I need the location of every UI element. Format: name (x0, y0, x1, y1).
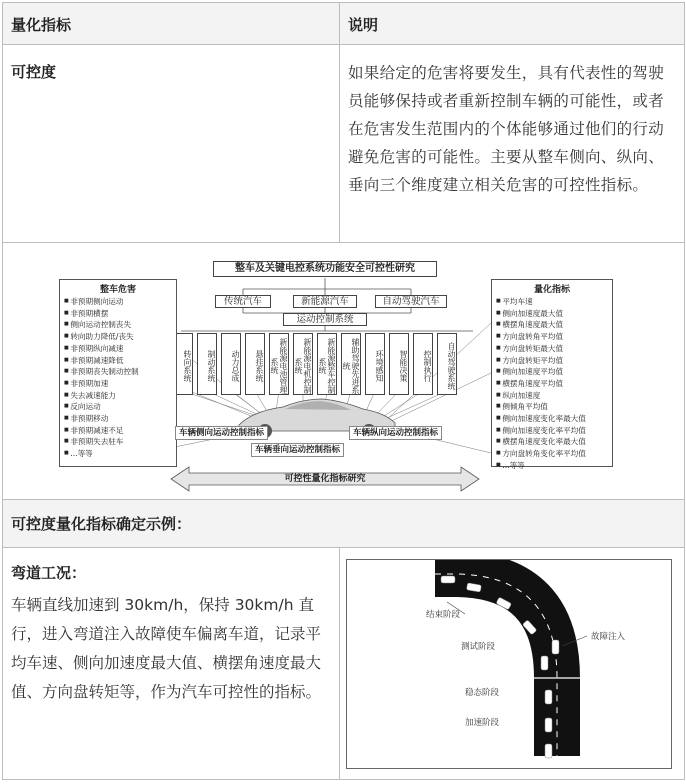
subsystem-battery: 新能源电池管理系统 (269, 333, 289, 395)
subsystem-adas: 辅助驾驶先进系统 (341, 333, 361, 395)
hazard-list-title: 整车危害 (99, 285, 136, 295)
list-item: ■ 横摆角速度变化率最大值 (492, 436, 612, 448)
road-curve (347, 560, 673, 770)
subsystem-execution: 控制执行 (413, 333, 433, 395)
curve-description: 车辆直线加速到 30km/h，保持 30km/h 直行，进入弯道注入故障使车偏离车道，记录平均车速、侧向加速度最大值、横摆角速度最大值、方向盘转矩等，作为汽车可控性的指标。 (11, 596, 322, 701)
list-item: ■ 侧向加速度最大值 (492, 308, 612, 320)
subsystem-vehicle-control: 新能源整车控制系统 (317, 333, 337, 395)
stage-test: 测试阶段 (461, 642, 496, 652)
list-item: ■ ...等等 (492, 460, 612, 472)
list-item: ■ 非预期减速降低 (60, 355, 176, 367)
list-item: ■ ...等等 (60, 448, 176, 460)
subsystem-steering: 转向系统 (173, 333, 193, 395)
figure-title: 整车及关键电控系统功能安全可控性研究 (213, 261, 437, 277)
metric-list (492, 296, 612, 472)
subsystem-powertrain: 动力总成 (221, 333, 241, 395)
list-item: ■ 方向盘转矩平均值 (492, 355, 612, 367)
list-item: ■ 侧向运动控制丧失 (60, 319, 176, 331)
bottom-banner: 可控性量化指标研究 (284, 474, 366, 484)
list-item: ■ 非预期减速不足 (60, 425, 176, 437)
list-item: ■ 横摆角速度平均值 (492, 378, 612, 390)
example-row (3, 500, 685, 548)
header-description: 说明 (340, 3, 685, 45)
subsystem-decision: 智能决策 (389, 333, 409, 395)
hazard-list (60, 296, 176, 460)
list-item: ■ 方向盘转角变化率平均值 (492, 448, 612, 460)
list-item: ■ 非预期丧失制动控制 (60, 366, 176, 378)
metric-list-title: 量化指标 (533, 285, 570, 295)
list-item: ■ 非预期侧向运动 (60, 296, 176, 308)
list-item: ■ 失去减速能力 (60, 390, 176, 402)
list-item: ■ 平均车速 (492, 296, 612, 308)
example-title: 可控度量化指标确定示例： (3, 500, 685, 548)
subsystem-brake: 制动系统 (197, 333, 217, 395)
stage-fault-injection: 故障注入 (591, 632, 626, 642)
list-item: ■ 非预期移动 (60, 413, 176, 425)
vehicle-type-traditional: 传统汽车 (215, 295, 271, 308)
list-item: ■ 方向盘转矩最大值 (492, 343, 612, 355)
controllability-figure (3, 243, 683, 500)
list-item: ■ 非预期失去驻车 (60, 436, 176, 448)
lateral-index-label: 车辆侧向运动控制指标 (175, 426, 268, 440)
subsystem-motor: 新能源电机控制系统 (293, 333, 313, 395)
curve-title: 弯道工况： (11, 564, 87, 582)
list-item: ■ 侧向加速度平均值 (492, 366, 612, 378)
subsystem-suspension: 悬挂系统 (245, 333, 265, 395)
list-item: ■ 转向助力降低/丧失 (60, 331, 176, 343)
stage-steady: 稳态阶段 (465, 688, 500, 698)
controllability-label: 可控度 (11, 63, 57, 81)
curve-diagram (346, 559, 672, 769)
figure-row (3, 243, 685, 500)
list-item: ■ 非预期横摆 (60, 308, 176, 320)
list-item: ■ 纵向加速度 (492, 390, 612, 402)
table-header-row (3, 3, 685, 45)
header-metric: 量化指标 (3, 3, 340, 45)
stage-end: 结束阶段 (426, 610, 461, 620)
list-item: ■ 反向运动 (60, 401, 176, 413)
controllability-row (3, 45, 685, 243)
list-item: ■ 侧倾角平均值 (492, 401, 612, 413)
subsystem-autonomous: 自动驾驶系统 (437, 333, 457, 395)
vertical-index-label: 车辆垂向运动控制指标 (251, 443, 344, 457)
stage-accel: 加速阶段 (465, 718, 500, 728)
list-item: ■ 横摆角速度最大值 (492, 319, 612, 331)
metric-list-panel (491, 279, 613, 470)
list-item: ■ 侧向加速度变化率最大值 (492, 413, 612, 425)
list-item: ■ 非预期加速 (60, 378, 176, 390)
vehicle-type-new-energy: 新能源汽车 (293, 295, 357, 308)
vehicle-type-autonomous: 自动驾驶汽车 (375, 295, 447, 308)
motion-control-system: 运动控制系统 (283, 313, 367, 326)
longitudinal-index-label: 车辆纵向运动控制指标 (349, 426, 442, 440)
hazard-list-panel (59, 279, 177, 467)
list-item: ■ 非预期纵向减速 (60, 343, 176, 355)
list-item: ■ 方向盘转角平均值 (492, 331, 612, 343)
subsystem-perception: 环境感知 (365, 333, 385, 395)
list-item: ■ 侧向加速度变化率平均值 (492, 425, 612, 437)
controllability-description: 如果给定的危害将要发生，具有代表性的驾驶员能够保持或者重新控制车辆的可能性，或者在危害发生范围内的个体能够通过他们的行动避免危害的可能性。主要从整车侧向、纵向、垂向三个维度建立相关危害的可控性指标。 (348, 64, 665, 194)
